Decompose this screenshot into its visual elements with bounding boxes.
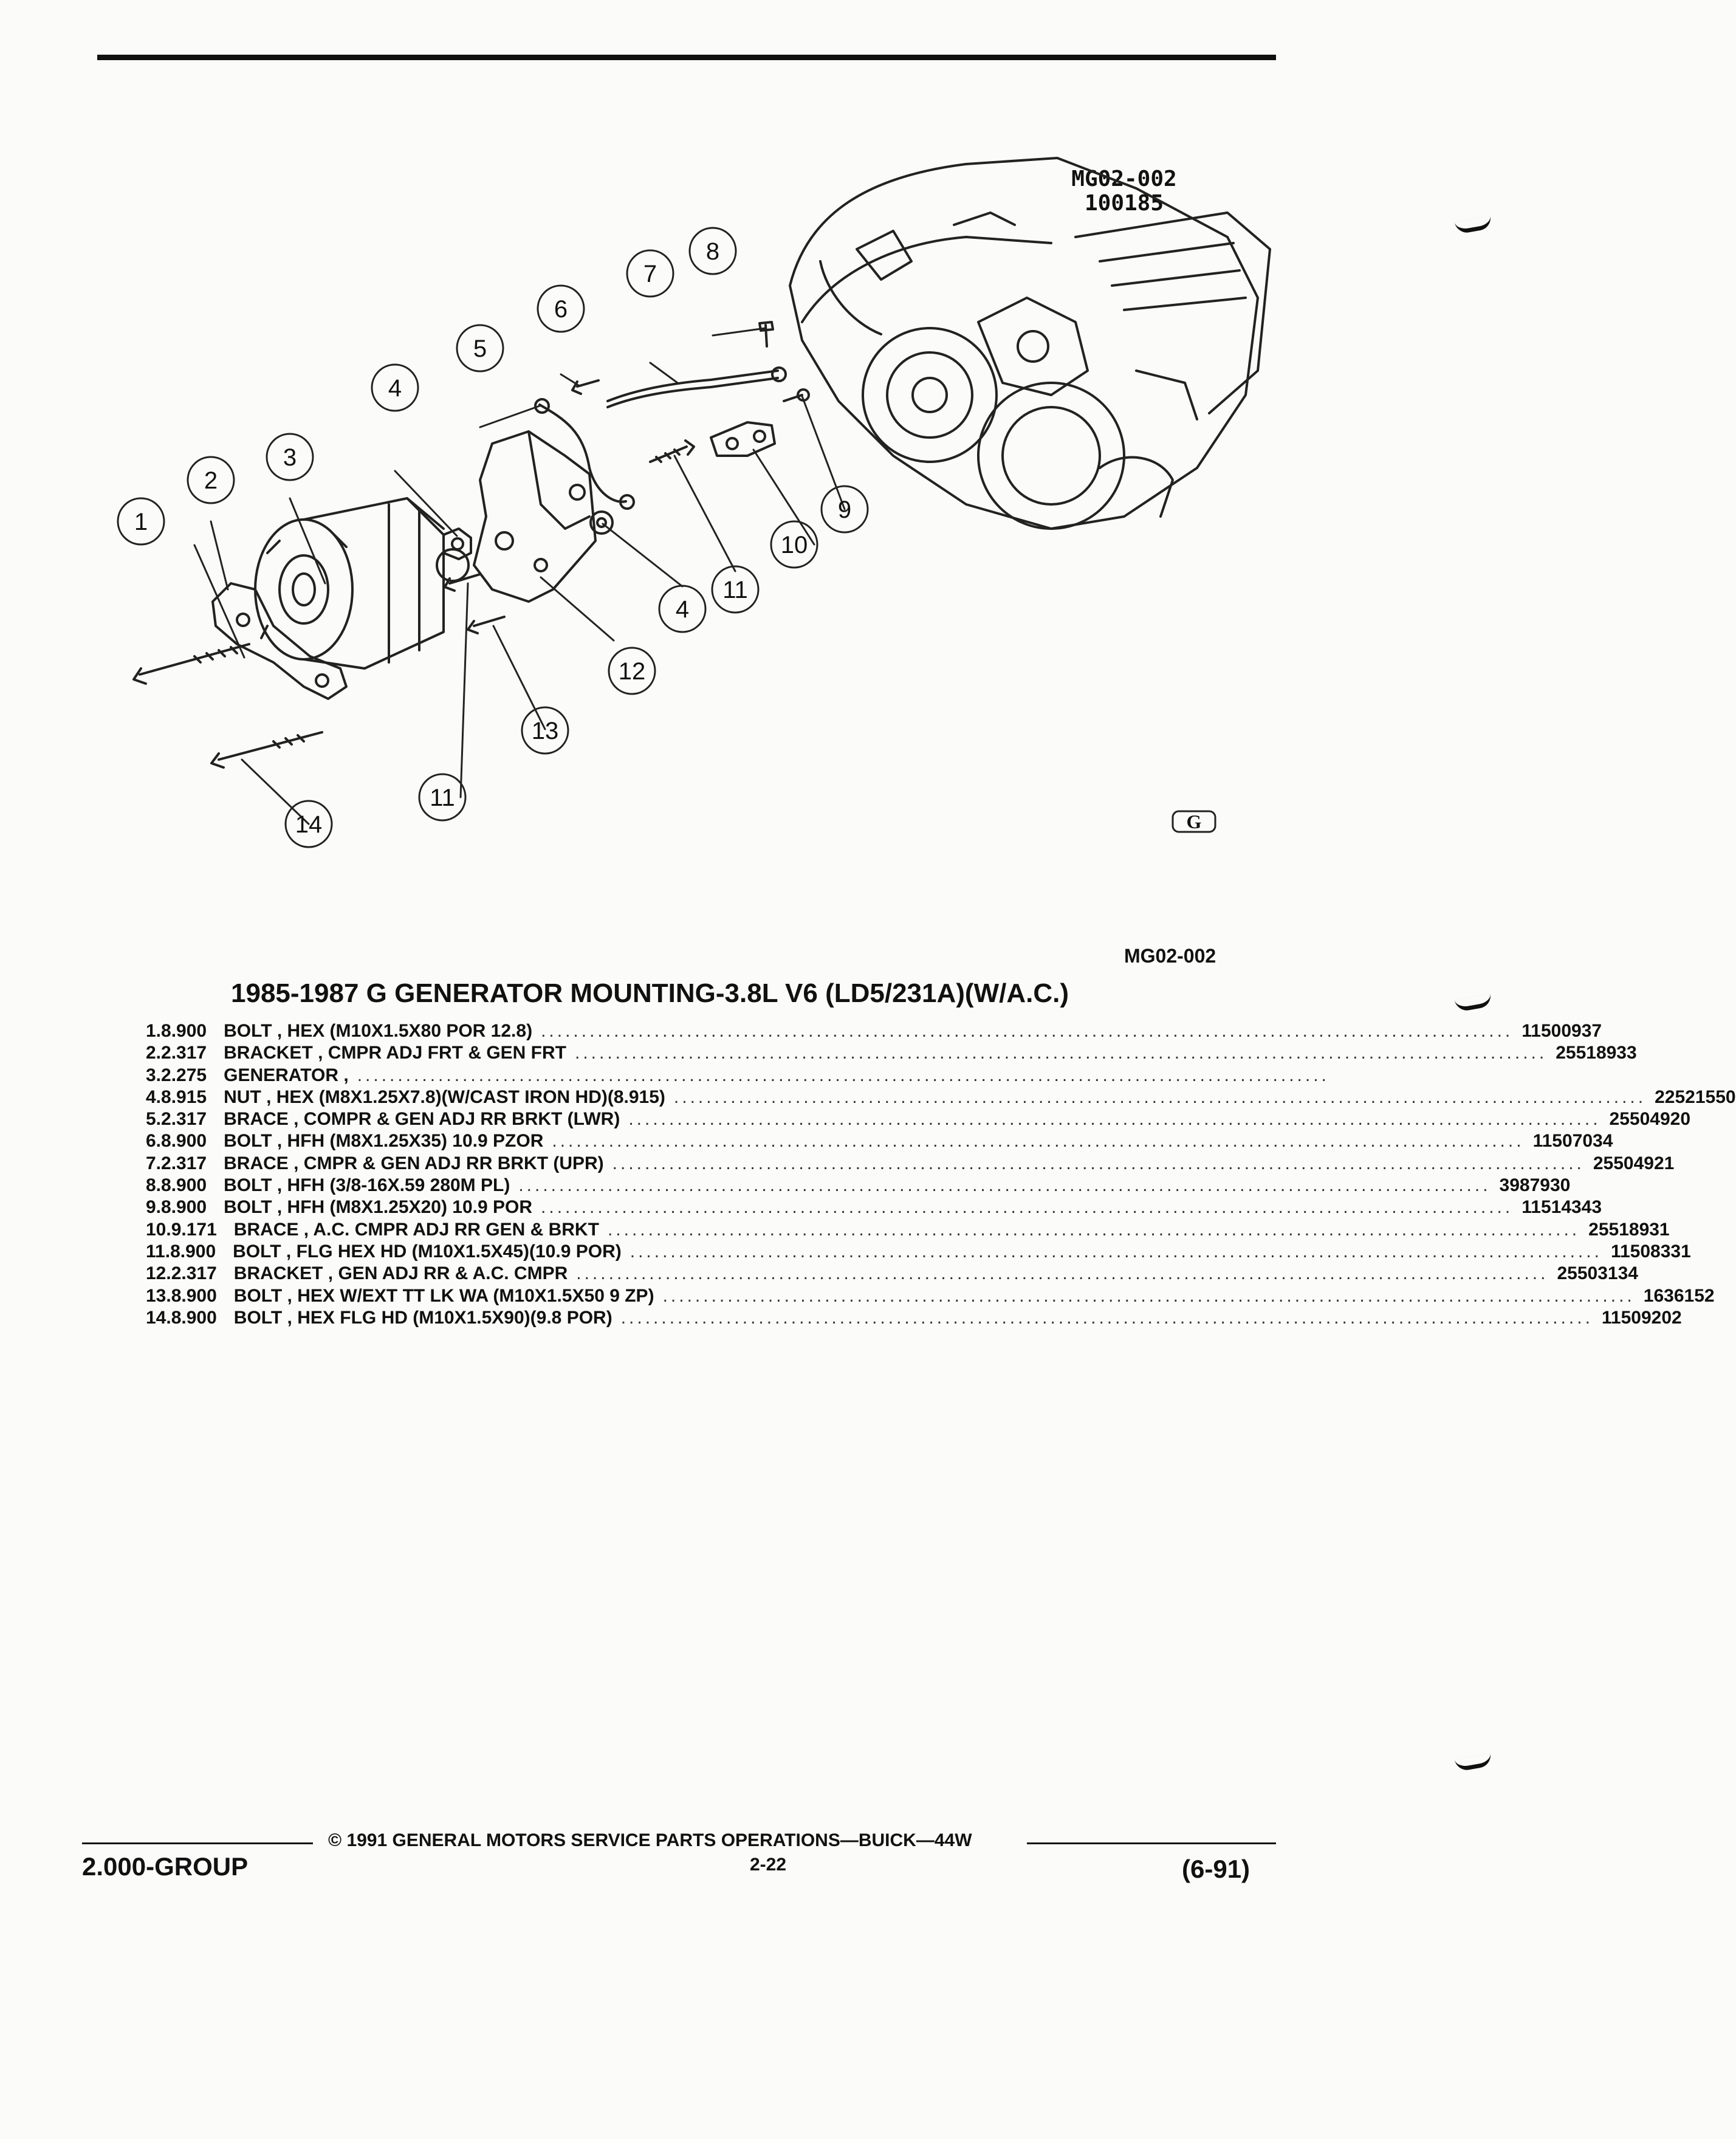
parts-row bbox=[146, 1021, 1602, 1043]
dot-leader: ........................................................................................................................ bbox=[630, 1241, 1602, 1262]
part-code: 2.275 bbox=[161, 1065, 207, 1085]
dot-leader: ........................................................................................................................ bbox=[518, 1175, 1491, 1196]
dot-leader: ........................................................................................................................ bbox=[673, 1087, 1647, 1107]
callout-8 bbox=[690, 228, 736, 274]
part-pn: 1636152 bbox=[1643, 1285, 1715, 1306]
footer-date: (6-91) bbox=[1182, 1855, 1251, 1883]
footer-page-number: 2-22 bbox=[749, 1855, 787, 1875]
part-pn: 11507034 bbox=[1532, 1131, 1613, 1152]
callout-8-label: 8 bbox=[705, 238, 720, 265]
callout-11-upper bbox=[712, 566, 758, 613]
callout-5 bbox=[457, 325, 503, 371]
g-mark-label: G bbox=[1186, 811, 1202, 833]
dot-leader: ........................................................................................................................ bbox=[628, 1109, 1601, 1130]
callout-6 bbox=[538, 286, 584, 332]
part-description: BOLT , FLG HEX HD (M10X1.5X45)(10.9 POR) bbox=[233, 1241, 622, 1262]
callout-12-label: 12 bbox=[618, 658, 646, 685]
callout-4-lower bbox=[659, 586, 705, 632]
parts-row bbox=[146, 1131, 1613, 1153]
parts-row bbox=[146, 1087, 1736, 1109]
callout-12 bbox=[609, 648, 655, 694]
part-description: BOLT , HEX (M10X1.5X80 POR 12.8) bbox=[224, 1021, 533, 1041]
part-code: 8.900 bbox=[161, 1131, 207, 1152]
dot-leader: ........................................................................................................................ bbox=[612, 1153, 1585, 1173]
part-description: BOLT , HFH (M8X1.25X35) 10.9 PZOR bbox=[224, 1131, 544, 1152]
callout-1 bbox=[118, 498, 164, 544]
part-pn: 11508331 bbox=[1610, 1241, 1691, 1262]
dot-leader: ........................................................................................................................ bbox=[357, 1065, 1329, 1085]
callout-3 bbox=[267, 434, 313, 480]
callout-9-label: 9 bbox=[837, 496, 852, 523]
callout-11-lower-label: 11 bbox=[430, 785, 455, 811]
part-number: 3. bbox=[146, 1065, 162, 1085]
callout-4 bbox=[372, 365, 418, 411]
callout-2-label: 2 bbox=[204, 467, 218, 494]
part-description: BRACE , COMPR & GEN ADJ RR BRKT (LWR) bbox=[224, 1109, 620, 1130]
callout-14 bbox=[286, 801, 332, 847]
callout-13-label: 13 bbox=[531, 718, 559, 744]
dot-leader: ........................................................................................................................ bbox=[552, 1131, 1525, 1152]
part-code: 2.317 bbox=[161, 1109, 207, 1130]
part-pn: 11509202 bbox=[1601, 1307, 1682, 1328]
parts-row bbox=[146, 1175, 1571, 1197]
part-pn: 11514343 bbox=[1522, 1197, 1602, 1218]
part-pn: 11500937 bbox=[1522, 1021, 1602, 1041]
exploded-diagram bbox=[103, 140, 1276, 905]
dot-leader: ........................................................................................................................ bbox=[541, 1197, 1514, 1218]
part-code: 8.900 bbox=[170, 1241, 216, 1262]
callout-7-label: 7 bbox=[643, 261, 657, 287]
part-pn: 25503134 bbox=[1557, 1263, 1638, 1284]
part-pn: 25518931 bbox=[1588, 1219, 1670, 1240]
part-number: 8. bbox=[146, 1175, 162, 1196]
part-number: 12. bbox=[146, 1263, 171, 1284]
parts-row bbox=[146, 1043, 1637, 1065]
g-mark bbox=[1173, 811, 1215, 833]
callout-14-label: 14 bbox=[295, 811, 323, 838]
callout-3-label: 3 bbox=[283, 444, 297, 471]
bolt-13-drawing bbox=[468, 617, 504, 633]
part-pn: 25518933 bbox=[1556, 1043, 1637, 1063]
bolt-6-drawing bbox=[572, 380, 599, 394]
bolt-8-drawing bbox=[760, 322, 773, 346]
parts-row bbox=[146, 1197, 1602, 1219]
margin-tick bbox=[1455, 1753, 1493, 1772]
part-number: 7. bbox=[146, 1153, 162, 1173]
part-description: BRACE , A.C. CMPR ADJ RR GEN & BRKT bbox=[233, 1219, 599, 1240]
callout-7 bbox=[627, 250, 673, 297]
callout-5-label: 5 bbox=[473, 335, 487, 362]
bolt-9-drawing bbox=[784, 390, 809, 401]
footer-copyright: © 1991 GENERAL MOTORS SERVICE PARTS OPERATIONS—BUICK—44W bbox=[328, 1830, 972, 1850]
top-rule bbox=[97, 55, 1276, 60]
parts-row bbox=[146, 1065, 1329, 1087]
parts-row bbox=[146, 1285, 1715, 1308]
callout-9 bbox=[822, 486, 868, 532]
callout-6-label: 6 bbox=[554, 296, 568, 323]
callout-10-label: 10 bbox=[780, 532, 808, 558]
bolt-1-drawing bbox=[134, 644, 249, 684]
part-number: 2. bbox=[146, 1043, 162, 1063]
figure-id-line1: MG02-002 bbox=[1071, 167, 1177, 191]
part-code: 8.900 bbox=[161, 1175, 207, 1196]
bolt-14-drawing bbox=[211, 732, 322, 767]
footer-rule-right bbox=[1027, 1842, 1276, 1844]
parts-list bbox=[146, 1021, 1736, 1330]
figure-id-line2: 100185 bbox=[1084, 191, 1164, 216]
part-code: 8.915 bbox=[161, 1087, 207, 1107]
parts-row bbox=[146, 1241, 1691, 1263]
part-number: 1. bbox=[146, 1021, 162, 1041]
part-pn: 3987930 bbox=[1499, 1175, 1571, 1196]
footer-rule-left bbox=[82, 1842, 313, 1844]
parts-row bbox=[146, 1307, 1682, 1330]
part-code: 2.317 bbox=[171, 1263, 217, 1284]
part-description: BOLT , HEX FLG HD (M10X1.5X90)(9.8 POR) bbox=[233, 1307, 612, 1328]
nut-4-drawing bbox=[444, 529, 471, 559]
part-code: 2.317 bbox=[161, 1043, 207, 1063]
leader-lines bbox=[194, 328, 845, 824]
brace-ac-drawing bbox=[711, 422, 775, 456]
margin-tick bbox=[1455, 994, 1493, 1012]
part-number: 9. bbox=[146, 1197, 162, 1218]
bolt-11-upper-drawing bbox=[650, 441, 694, 462]
dot-leader: ........................................................................................................................ bbox=[576, 1263, 1549, 1284]
callout-13 bbox=[522, 707, 568, 754]
part-description: NUT , HEX (M8X1.25X7.8)(W/CAST IRON HD)(8.915) bbox=[224, 1087, 665, 1107]
figure-ref-code: MG02-002 bbox=[1124, 945, 1216, 967]
part-code: 2.317 bbox=[161, 1153, 207, 1173]
part-number: 4. bbox=[146, 1087, 162, 1107]
callout-10 bbox=[771, 521, 817, 568]
part-number: 10. bbox=[146, 1219, 171, 1240]
callout-2 bbox=[188, 457, 234, 503]
part-code: 8.900 bbox=[161, 1197, 207, 1218]
dot-leader: ........................................................................................................................ bbox=[662, 1285, 1635, 1306]
callout-11-lower bbox=[419, 774, 465, 820]
margin-tick bbox=[1455, 216, 1493, 235]
part-code: 8.900 bbox=[171, 1307, 217, 1328]
part-code: 8.900 bbox=[171, 1285, 217, 1306]
parts-row bbox=[146, 1263, 1638, 1285]
parts-row bbox=[146, 1219, 1670, 1241]
part-description: BRACKET , GEN ADJ RR & A.C. CMPR bbox=[233, 1263, 568, 1284]
brace-upper-drawing bbox=[608, 368, 786, 407]
part-pn: 25504921 bbox=[1593, 1153, 1675, 1173]
callout-4-lower-label: 4 bbox=[675, 596, 690, 623]
part-description: BOLT , HFH (3/8-16X.59 280M PL) bbox=[224, 1175, 510, 1196]
parts-row bbox=[146, 1109, 1691, 1131]
dot-leader: ........................................................................................................................ bbox=[575, 1043, 1548, 1063]
part-number: 14. bbox=[146, 1307, 171, 1328]
diagram-svg bbox=[103, 140, 1276, 905]
part-number: 6. bbox=[146, 1131, 162, 1152]
callout-11-upper-label: 11 bbox=[722, 577, 748, 603]
part-number: 5. bbox=[146, 1109, 162, 1130]
bracket-rear-drawing bbox=[474, 431, 595, 602]
part-description: BOLT , HEX W/EXT TT LK WA (M10X1.5X50 9 ZP) bbox=[233, 1285, 654, 1306]
dot-leader: ........................................................................................................................ bbox=[620, 1307, 1593, 1328]
callout-4-label: 4 bbox=[388, 375, 402, 402]
part-number: 11. bbox=[146, 1241, 171, 1262]
part-description: BRACE , CMPR & GEN ADJ RR BRKT (UPR) bbox=[224, 1153, 604, 1173]
part-code: 9.171 bbox=[171, 1219, 217, 1240]
part-description: BRACKET , CMPR ADJ FRT & GEN FRT bbox=[224, 1043, 566, 1063]
parts-row bbox=[146, 1153, 1675, 1175]
dot-leader: ........................................................................................................................ bbox=[541, 1021, 1514, 1041]
part-pn: 22521550 bbox=[1655, 1087, 1736, 1107]
part-description: BOLT , HFH (M8X1.25X20) 10.9 POR bbox=[224, 1197, 533, 1218]
dot-leader: ........................................................................................................................ bbox=[607, 1219, 1580, 1240]
part-description: GENERATOR , bbox=[224, 1065, 349, 1085]
footer-group: 2.000-GROUP bbox=[82, 1852, 249, 1881]
callout-1-label: 1 bbox=[134, 509, 148, 535]
part-pn: 25504920 bbox=[1609, 1109, 1691, 1130]
part-number: 13. bbox=[146, 1285, 171, 1306]
part-code: 8.900 bbox=[161, 1021, 207, 1041]
page-title: 1985-1987 G GENERATOR MOUNTING-3.8L V6 (LD5/231A)(W/A.C.) bbox=[231, 978, 1069, 1008]
engine-block-drawing bbox=[790, 158, 1270, 529]
generator-drawing bbox=[255, 498, 468, 668]
